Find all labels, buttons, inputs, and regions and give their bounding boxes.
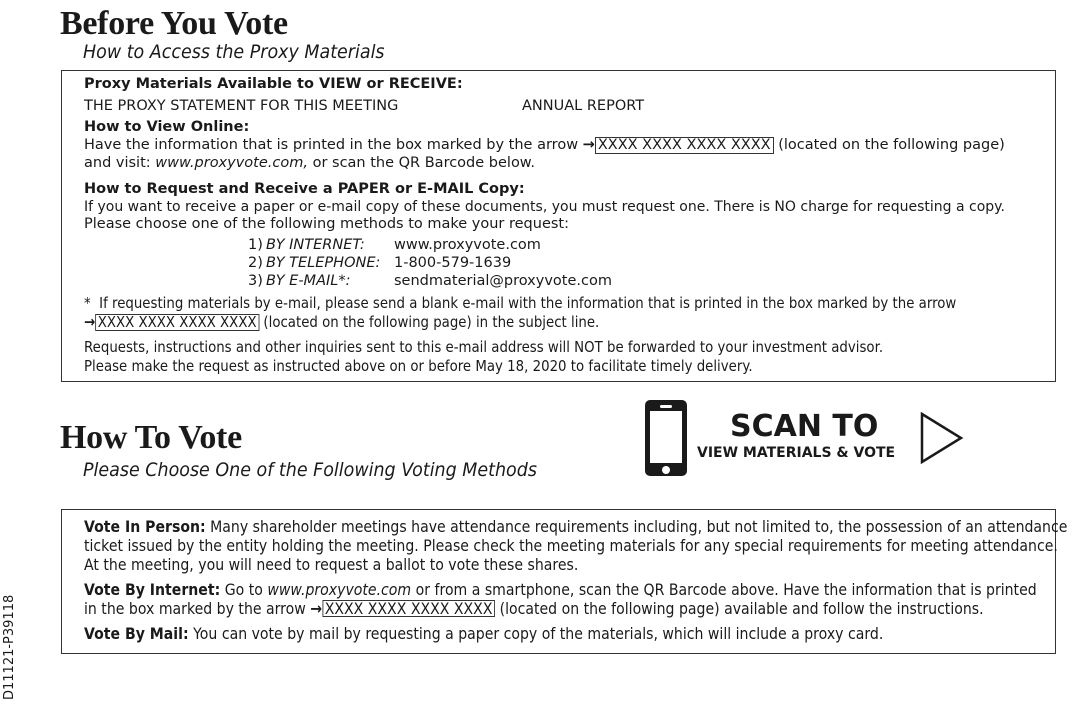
play-arrow-icon <box>920 412 964 464</box>
method-label: BY TELEPHONE: <box>266 255 381 271</box>
how-to-vote-title: How To Vote <box>60 419 242 456</box>
box-marked-text: in the box marked by the arrow <box>84 599 306 618</box>
arrow-icon: → <box>310 599 323 618</box>
arrow-icon: → <box>84 313 96 331</box>
view-online-line2 <box>84 155 535 172</box>
request-line2: Please choose one of the following methods to make your request: <box>84 216 569 232</box>
vote-by-internet-text: or from a smartphone, scan the QR Barcode above. Have the information that is printed <box>415 580 1037 599</box>
vote-in-person-label: Vote In Person: <box>84 517 206 536</box>
footnote-line2 <box>84 314 599 331</box>
vote-by-mail-label: Vote By Mail: <box>84 624 189 643</box>
footnote-location: (located on the following page) in the subject line. <box>263 313 600 331</box>
method-num: 3) <box>248 273 263 289</box>
how-to-vote-subtitle: Please Choose One of the Following Voting Methods <box>83 459 537 481</box>
method-value[interactable]: 1-800-579-1639 <box>394 255 512 271</box>
scan-qr-text: or scan the QR Barcode below. <box>312 155 535 171</box>
before-you-vote-title: Before You Vote <box>60 5 288 42</box>
vote-by-internet-line1 <box>84 581 1037 598</box>
notice-line2: Please make the request as instructed above on or before May 18, 2020 to facilitate timely delivery. <box>84 357 753 375</box>
scan-to-title: SCAN TO <box>730 409 879 444</box>
vote-in-person-line2: ticket issued by the entity holding the meeting. Please check the meeting materials for any special requirements for meeting attendance. <box>84 536 1058 555</box>
vote-by-internet-line2 <box>84 600 984 617</box>
control-number-box: XXXX XXXX XXXX XXXX <box>322 600 495 617</box>
method-num: 1) <box>248 237 263 253</box>
document-code: D11121-P39118 <box>2 594 17 700</box>
method-telephone <box>248 255 511 272</box>
view-online-text: Have the information that is printed in the box marked by the arrow <box>84 137 579 153</box>
method-internet <box>248 237 541 254</box>
request-heading: How to Request and Receive a PAPER or E-MAIL Copy: <box>84 181 525 197</box>
proxyvote-link[interactable]: www.proxyvote.com <box>267 580 412 599</box>
vote-in-person-line3: At the meeting, you will need to request a ballot to vote these shares. <box>84 555 579 574</box>
smartphone-icon <box>645 400 687 476</box>
visit-prefix: and visit: <box>84 155 151 171</box>
material-annual-report: ANNUAL REPORT <box>522 98 645 114</box>
arrow-icon: → <box>582 137 595 153</box>
available-heading: Proxy Materials Available to VIEW or RECEIVE: <box>84 76 463 92</box>
control-number-box: XXXX XXXX XXXX XXXX <box>95 314 259 331</box>
material-proxy-statement: THE PROXY STATEMENT FOR THIS MEETING <box>84 98 399 114</box>
vote-in-person-text: Many shareholder meetings have attendance requirements including, but not limited to, the possession of an attendance <box>210 517 1068 536</box>
view-online-heading: How to View Online: <box>84 119 250 135</box>
scan-to-subtitle: VIEW MATERIALS & VOTE <box>697 445 896 461</box>
before-you-vote-subtitle: How to Access the Proxy Materials <box>83 41 385 63</box>
footnote-star: * <box>84 294 91 312</box>
follow-instructions-text: (located on the following page) available and follow the instructions. <box>499 599 984 618</box>
method-value[interactable]: www.proxyvote.com <box>394 237 541 253</box>
request-line1: If you want to receive a paper or e-mail copy of these documents, you must request one. There is NO charge for requesting a copy. <box>84 199 1005 215</box>
vote-by-mail-line <box>84 625 883 642</box>
view-online-line1 <box>84 137 1005 154</box>
vote-by-mail-text: You can vote by mail by requesting a paper copy of the materials, which will include a proxy card. <box>193 624 884 643</box>
footnote-text: If requesting materials by e-mail, please send a blank e-mail with the information that is printed in the box marked by the arrow <box>99 294 957 312</box>
notice-line1: Requests, instructions and other inquiries sent to this e-mail address will NOT be forwarded to your investment advisor. <box>84 338 884 356</box>
method-label: BY INTERNET: <box>266 237 365 253</box>
footnote-line1 <box>84 295 956 312</box>
vote-by-internet-label: Vote By Internet: <box>84 580 221 599</box>
method-label: BY E-MAIL*: <box>266 273 351 289</box>
proxyvote-link[interactable]: www.proxyvote.com, <box>155 155 308 171</box>
method-num: 2) <box>248 255 263 271</box>
view-online-location: (located on the following page) <box>778 137 1005 153</box>
go-to-text: Go to <box>224 580 263 599</box>
method-value[interactable]: sendmaterial@proxyvote.com <box>394 273 612 289</box>
vote-in-person-line1 <box>84 518 1067 535</box>
control-number-box: XXXX XXXX XXXX XXXX <box>595 137 774 154</box>
method-email <box>248 273 612 290</box>
